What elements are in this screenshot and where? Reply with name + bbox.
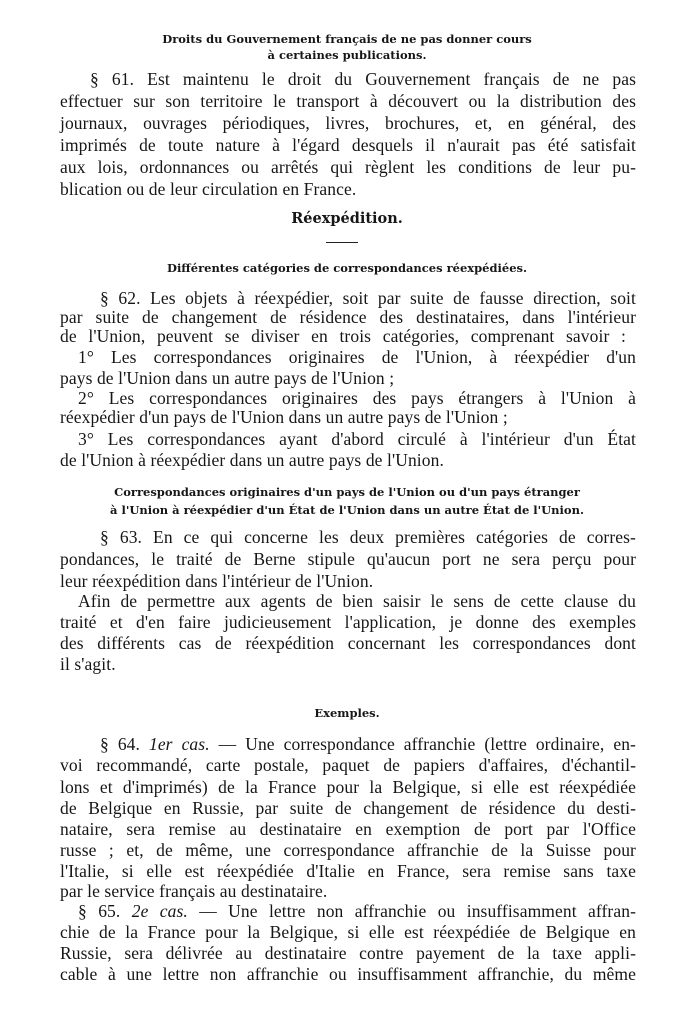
section-heading-reexpedition: Réexpédition.	[291, 210, 403, 227]
paragraph-65-line	[78, 900, 636, 922]
case-label: 2e cas.	[131, 901, 188, 921]
paragraph-63-line: pondances, le traité de Berne stipule qu'aucun port ne sera perçu pour	[60, 549, 636, 569]
paragraph-63-line: Afin de permettre aux agents de bien saisir le sens de cette clause du	[78, 591, 636, 611]
paragraph-61-line: § 61. Est maintenu le droit du Gouvernement français de ne pas	[90, 69, 636, 89]
paragraph-62-line: § 62. Les objets à réexpédier, soit par suite de fausse direction, soit	[100, 288, 636, 308]
paragraph-61-line: journaux, ouvrages périodiques, livres, brochures, et, en général, des	[60, 113, 636, 133]
paragraph-63-line: il s'agit.	[60, 654, 116, 674]
paragraph-65-number: § 65.	[78, 901, 132, 921]
paragraph-65-line: chie de la France pour la Belgique, si elle est réexpédiée de Belgique en	[60, 922, 636, 942]
paragraph-63-line: leur réexpédition dans l'intérieur de l'Union.	[60, 571, 374, 591]
paragraph-63-line: des différents cas de réexpédition concernant les correspondances dont	[60, 633, 636, 653]
paragraph-61-line: aux lois, ordonnances ou arrêtés qui règlent les conditions de leur pu-	[60, 157, 636, 177]
paragraph-65-line: cable à une lettre non affranchie ou insuffisamment affranchie, du même	[60, 964, 636, 984]
paragraph-65-text: — Une lettre non affranchie ou insuffisamment affran-	[187, 901, 637, 921]
paragraph-64-line: lons et d'imprimés) de la France pour la Belgique, si elle est réexpédiée	[60, 777, 636, 797]
section-heading-correspondances-line2: à l'Union à réexpédier d'un État de l'Union dans un autre État de l'Union.	[110, 503, 584, 517]
paragraph-64-line: russe ; et, de même, une correspondance affranchie de la Suisse pour	[60, 840, 636, 860]
paragraph-62-line: 2° Les correspondances originaires des pays étrangers à l'Union à	[78, 388, 636, 408]
paragraph-64-text: — Une correspondance affranchie (lettre ordinaire, en-	[209, 734, 636, 754]
paragraph-62-line: 1° Les correspondances originaires de l'Union, à réexpédier d'un	[78, 347, 636, 367]
paragraph-63-line: traité et d'en faire judicieusement l'application, je donne des exemples	[60, 612, 636, 632]
paragraph-62-line: par suite de changement de résidence des destinataires, dans l'intérieur	[60, 307, 636, 327]
paragraph-61-line: blication ou de leur circulation en France.	[60, 179, 357, 199]
paragraph-62-line: pays de l'Union dans un autre pays de l'Union ;	[60, 368, 395, 388]
paragraph-64-line: l'Italie, si elle est réexpédiée d'Italie en France, sera remise sans taxe	[60, 861, 636, 881]
section-heading-droits-line1: Droits du Gouvernement français de ne pas donner cours	[162, 32, 532, 46]
paragraph-62-line: 3° Les correspondances ayant d'abord circulé à l'intérieur d'un État	[78, 429, 636, 449]
paragraph-64-line	[100, 733, 636, 755]
paragraph-65-line: Russie, sera délivrée au destinataire contre payement de la taxe appli-	[60, 943, 636, 963]
paragraph-63-line: § 63. En ce qui concerne les deux premières catégories de corres-	[100, 527, 636, 547]
paragraph-64-line: par le service français au destinataire.	[60, 881, 328, 901]
paragraph-62-line: réexpédier d'un pays de l'Union dans un autre pays de l'Union ;	[60, 407, 508, 427]
section-heading-droits-line2: à certaines publications.	[267, 48, 427, 62]
paragraph-64-number: § 64.	[100, 734, 149, 754]
section-heading-exemples: Exemples.	[314, 706, 380, 720]
paragraph-64-line: nataire, sera remise au destinataire en exemption de port par l'Office	[60, 819, 636, 839]
paragraph-61-line: imprimés de toute nature à l'égard desquels il n'aurait pas été satisfait	[60, 135, 636, 155]
paragraph-62-line: de l'Union, peuvent se diviser en trois catégories, comprenant savoir :	[60, 326, 626, 346]
case-label: 1er cas.	[148, 734, 210, 754]
paragraph-64-line: de Belgique en Russie, par suite de changement de résidence du desti-	[60, 798, 636, 818]
section-divider	[326, 242, 358, 243]
paragraph-62-line: de l'Union à réexpédier dans un autre pays de l'Union.	[60, 450, 444, 470]
section-heading-categories: Différentes catégories de correspondances réexpédiées.	[166, 261, 528, 275]
section-heading-correspondances-line1: Correspondances originaires d'un pays de l'Union ou d'un pays étranger	[114, 485, 580, 499]
paragraph-61-line: effectuer sur son territoire le transport à découvert ou la distribution des	[60, 91, 636, 111]
paragraph-64-line: voi recommandé, carte postale, paquet de papiers d'affaires, d'échantil-	[60, 755, 636, 775]
